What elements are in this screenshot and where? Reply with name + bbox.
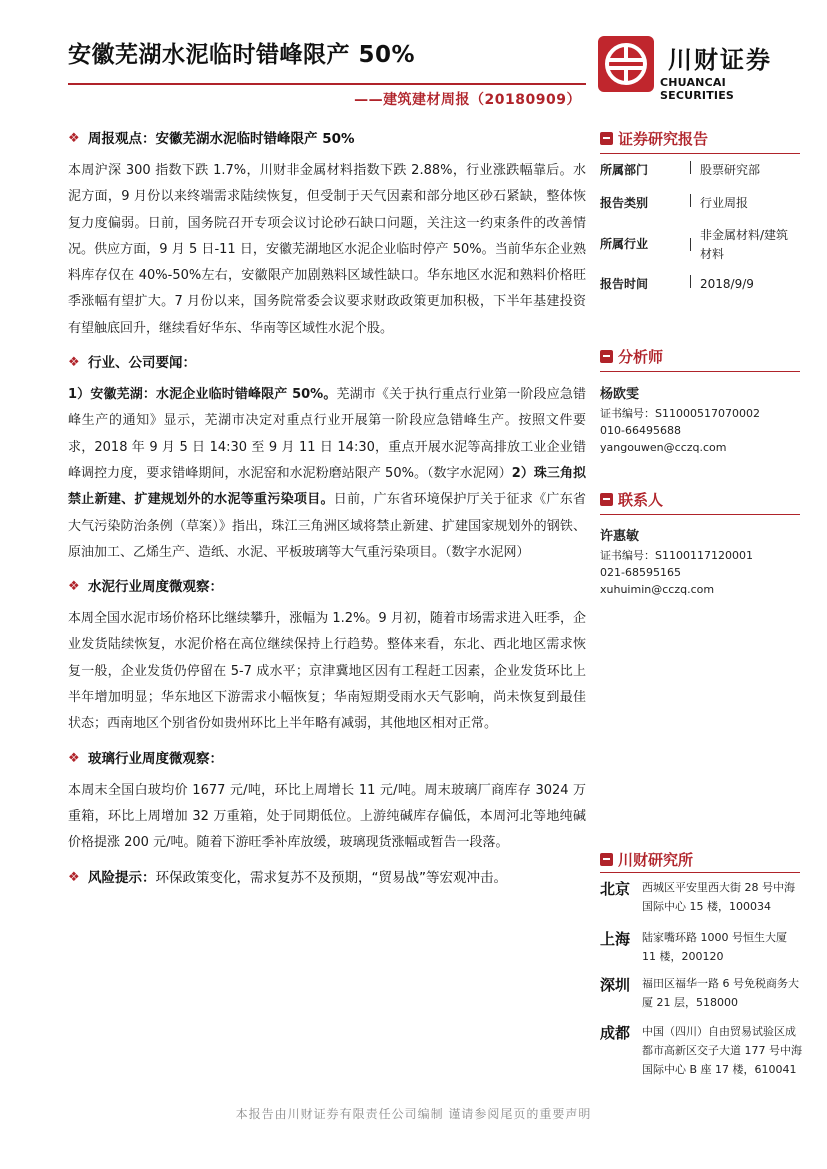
diamond-bullet-icon: ❖ bbox=[68, 750, 80, 766]
sidebar-divider bbox=[600, 153, 800, 154]
info-separator bbox=[690, 161, 691, 174]
weekly-view-paragraph: 本周沪深 300 指数下跌 1.7%，川财非金属材料指数下跌 2.88%，行业涨跌幅靠后。水泥方面，9 月份以来终端需求陆续恢复，但受制于天气因素和部分地区砂石紧缺，整体恢复力度偏弱。日前，国务院召开专项会议讨论砂石缺口问题，关注这一约束条件的改善情况。供应方面，9 月 5 日-11 日，安徽芜湖地区水泥企业临时停产 50%。当前华东企业熟料库存仅在 40%-50%左右，安徽限产加剧熟料区域性缺口。华东地区水泥和熟料价格旺季涨幅有望扩大。7 月份以来，国务院常委会议要求财政政策更加积极，下半年基建投资有望触底回升，继续看好华东、华南等区域性水泥个股。 bbox=[68, 163, 586, 336]
diamond-bullet-icon: ❖ bbox=[68, 869, 80, 885]
office-address: 福田区福华一路 6 号免税商务大厦 21 层，518000 bbox=[642, 977, 799, 1009]
section-cement-observation bbox=[68, 576, 586, 598]
contact-name: 许惠敏 bbox=[600, 529, 640, 544]
logo-mark-icon bbox=[598, 36, 654, 92]
news-item-2-title: 2）珠三角拟禁止新建、扩建规划外的水泥等重污染项目。 bbox=[68, 465, 587, 508]
contact-email[interactable]: xuhuimin@cczq.com bbox=[600, 583, 715, 596]
red-square-icon bbox=[600, 853, 613, 866]
sidebar-contact-heading bbox=[600, 489, 800, 511]
red-square-icon bbox=[600, 132, 613, 145]
news-item-1-title: 1）安徽芜湖：水泥企业临时错峰限产 50%。 bbox=[68, 387, 337, 403]
heading-text: 联系人 bbox=[618, 491, 664, 509]
logo-chinese-name: 川财证券 bbox=[668, 46, 772, 74]
analyst-email[interactable]: yangouwen@cczq.com bbox=[600, 441, 727, 454]
office-address: 中国（四川）自由贸易试验区成都市高新区交子大道 177 号中海国际中心 B 座 17 楼，610041 bbox=[642, 1025, 802, 1076]
contact-cert: 证书编号：S1100117120001 bbox=[600, 549, 753, 562]
contact-card bbox=[600, 528, 753, 598]
company-logo bbox=[598, 36, 798, 102]
sidebar-divider bbox=[600, 371, 800, 372]
info-row-date bbox=[600, 275, 800, 299]
section-risk-warning bbox=[68, 867, 586, 889]
analyst-phone: 010-66495688 bbox=[600, 424, 681, 437]
risk-text: 环保政策变化，需求复苏不及预期，“贸易战”等宏观冲击。 bbox=[155, 869, 507, 886]
news-item-2-text: 日前，广东省环境保护厅关于征求《广东省大气污染防治条例（草案）》指出，珠江三角洲区域将禁止新建、扩建国家规划外的钢铁、原油加工、乙烯生产、造纸、水泥、平板玻璃等大气重污染项目。（数字水泥网） bbox=[68, 492, 586, 560]
glass-paragraph: 本周末全国白玻均价 1677 元/吨，环比上周增长 11 元/吨。周末玻璃厂商库存 3024 万重箱，环比上周增加 32 万重箱，处于同期低位。上游纯碱库存偏低，本周河北等地纯碱价格提涨 200 元/吨。随着下游旺季补库放缓，玻璃现货涨幅或暂告一段落。 bbox=[68, 782, 586, 851]
office-address: 西城区平安里西大街 28 号中海国际中心 15 楼，100034 bbox=[642, 881, 795, 913]
diamond-bullet-icon: ❖ bbox=[68, 355, 80, 371]
info-separator bbox=[690, 238, 691, 251]
diamond-bullet-icon: ❖ bbox=[68, 131, 80, 146]
red-square-icon bbox=[600, 350, 613, 363]
info-label: 报告类别 bbox=[600, 196, 649, 210]
info-value: 股票研究部 bbox=[700, 163, 761, 177]
office-city: 深圳 bbox=[600, 976, 631, 994]
info-value: 非金属材料/建筑材料 bbox=[700, 228, 789, 261]
red-square-icon bbox=[600, 493, 613, 506]
section-title: 行业、公司要闻： bbox=[88, 355, 196, 372]
info-row-industry bbox=[600, 226, 800, 266]
heading-text: 证券研究报告 bbox=[618, 130, 709, 148]
heading-text: 分析师 bbox=[618, 348, 664, 366]
info-value: 行业周报 bbox=[700, 196, 749, 210]
report-subtitle: ——建筑建材周报（20180909） bbox=[354, 92, 581, 108]
section-industry-news bbox=[68, 352, 586, 374]
info-separator bbox=[690, 275, 691, 288]
office-city: 北京 bbox=[600, 880, 631, 898]
sidebar-divider bbox=[600, 872, 800, 873]
office-city: 上海 bbox=[600, 930, 631, 948]
section-title: 水泥行业周度微观察： bbox=[88, 579, 223, 596]
info-separator bbox=[690, 194, 691, 207]
heading-text: 川财研究所 bbox=[618, 851, 694, 869]
analyst-name: 杨欧雯 bbox=[600, 387, 640, 402]
info-row-department bbox=[600, 161, 800, 185]
section-weekly-view bbox=[68, 128, 586, 150]
news-item-1-text: 芜湖市《关于执行重点行业第一阶段应急错峰生产的通知》显示，芜湖市决定对重点行业开展第一阶段应急错峰生产。按照文件要求，2018 年 9 月 5 日 14:30 至 9 月 11 日 14:30，重点开展水泥等高排放工业企业错峰调控力度，要求错峰期间，水泥窑和水泥粉磨站限产 50%。（数字水泥网） bbox=[68, 387, 586, 481]
section-label: 风险提示： bbox=[88, 869, 156, 886]
office-address: 陆家嘴环路 1000 号恒生大厦 11 楼，200120 bbox=[642, 931, 787, 963]
page-title: 安徽芜湖水泥临时错峰限产 50% bbox=[68, 42, 416, 68]
analyst-cert: 证书编号：S1100051707​0002 bbox=[600, 407, 760, 420]
analyst-card bbox=[600, 386, 760, 456]
info-label: 所属行业 bbox=[600, 237, 649, 251]
industry-news-paragraph bbox=[68, 382, 586, 566]
main-content bbox=[68, 118, 586, 897]
contact-phone: 021-68595165 bbox=[600, 566, 681, 579]
cement-paragraph: 本周全国水泥市场价格环比继续攀升，涨幅为 1.2%。9 月初，随着市场需求进入旺季，企业发货陆续恢复，水泥价格在高位继续保持上行趋势。整体来看，东北、西北地区需求恢复一般，企业发货仍停留在 5-7 成水平；京津冀地区因有工程赶工因素，企业发货环比上半年增加明显；华东地区下游需求小幅恢复；华南短期受雨水天气影响，尚未恢复到最佳状态；西南地区个别省份如贵州环比上半年略有减弱，其他地区相对正常。 bbox=[68, 611, 586, 732]
sidebar-analyst-heading bbox=[600, 346, 800, 368]
header-divider bbox=[68, 83, 586, 85]
sidebar-report-heading bbox=[600, 128, 800, 150]
diamond-bullet-icon: ❖ bbox=[68, 579, 80, 595]
logo-english-name: CHUANCAI SECURITIES bbox=[660, 76, 735, 102]
info-value: 2018/9/9 bbox=[700, 277, 754, 291]
office-city: 成都 bbox=[600, 1024, 631, 1042]
section-title: 玻璃行业周度微观察： bbox=[88, 750, 223, 767]
section-glass-observation bbox=[68, 748, 586, 770]
info-label: 报告时间 bbox=[600, 277, 649, 291]
page-footer: 本报告由川财证券有限责任公司编制 谨请参阅尾页的重要声明 bbox=[235, 1107, 592, 1121]
info-label: 所属部门 bbox=[600, 163, 649, 177]
info-row-category bbox=[600, 194, 800, 218]
sidebar-divider bbox=[600, 514, 800, 515]
sidebar-institute-heading bbox=[600, 849, 800, 871]
section-title: 安徽芜湖水泥临时错峰限产 50% bbox=[155, 131, 355, 147]
section-label: 周报观点： bbox=[88, 131, 156, 147]
